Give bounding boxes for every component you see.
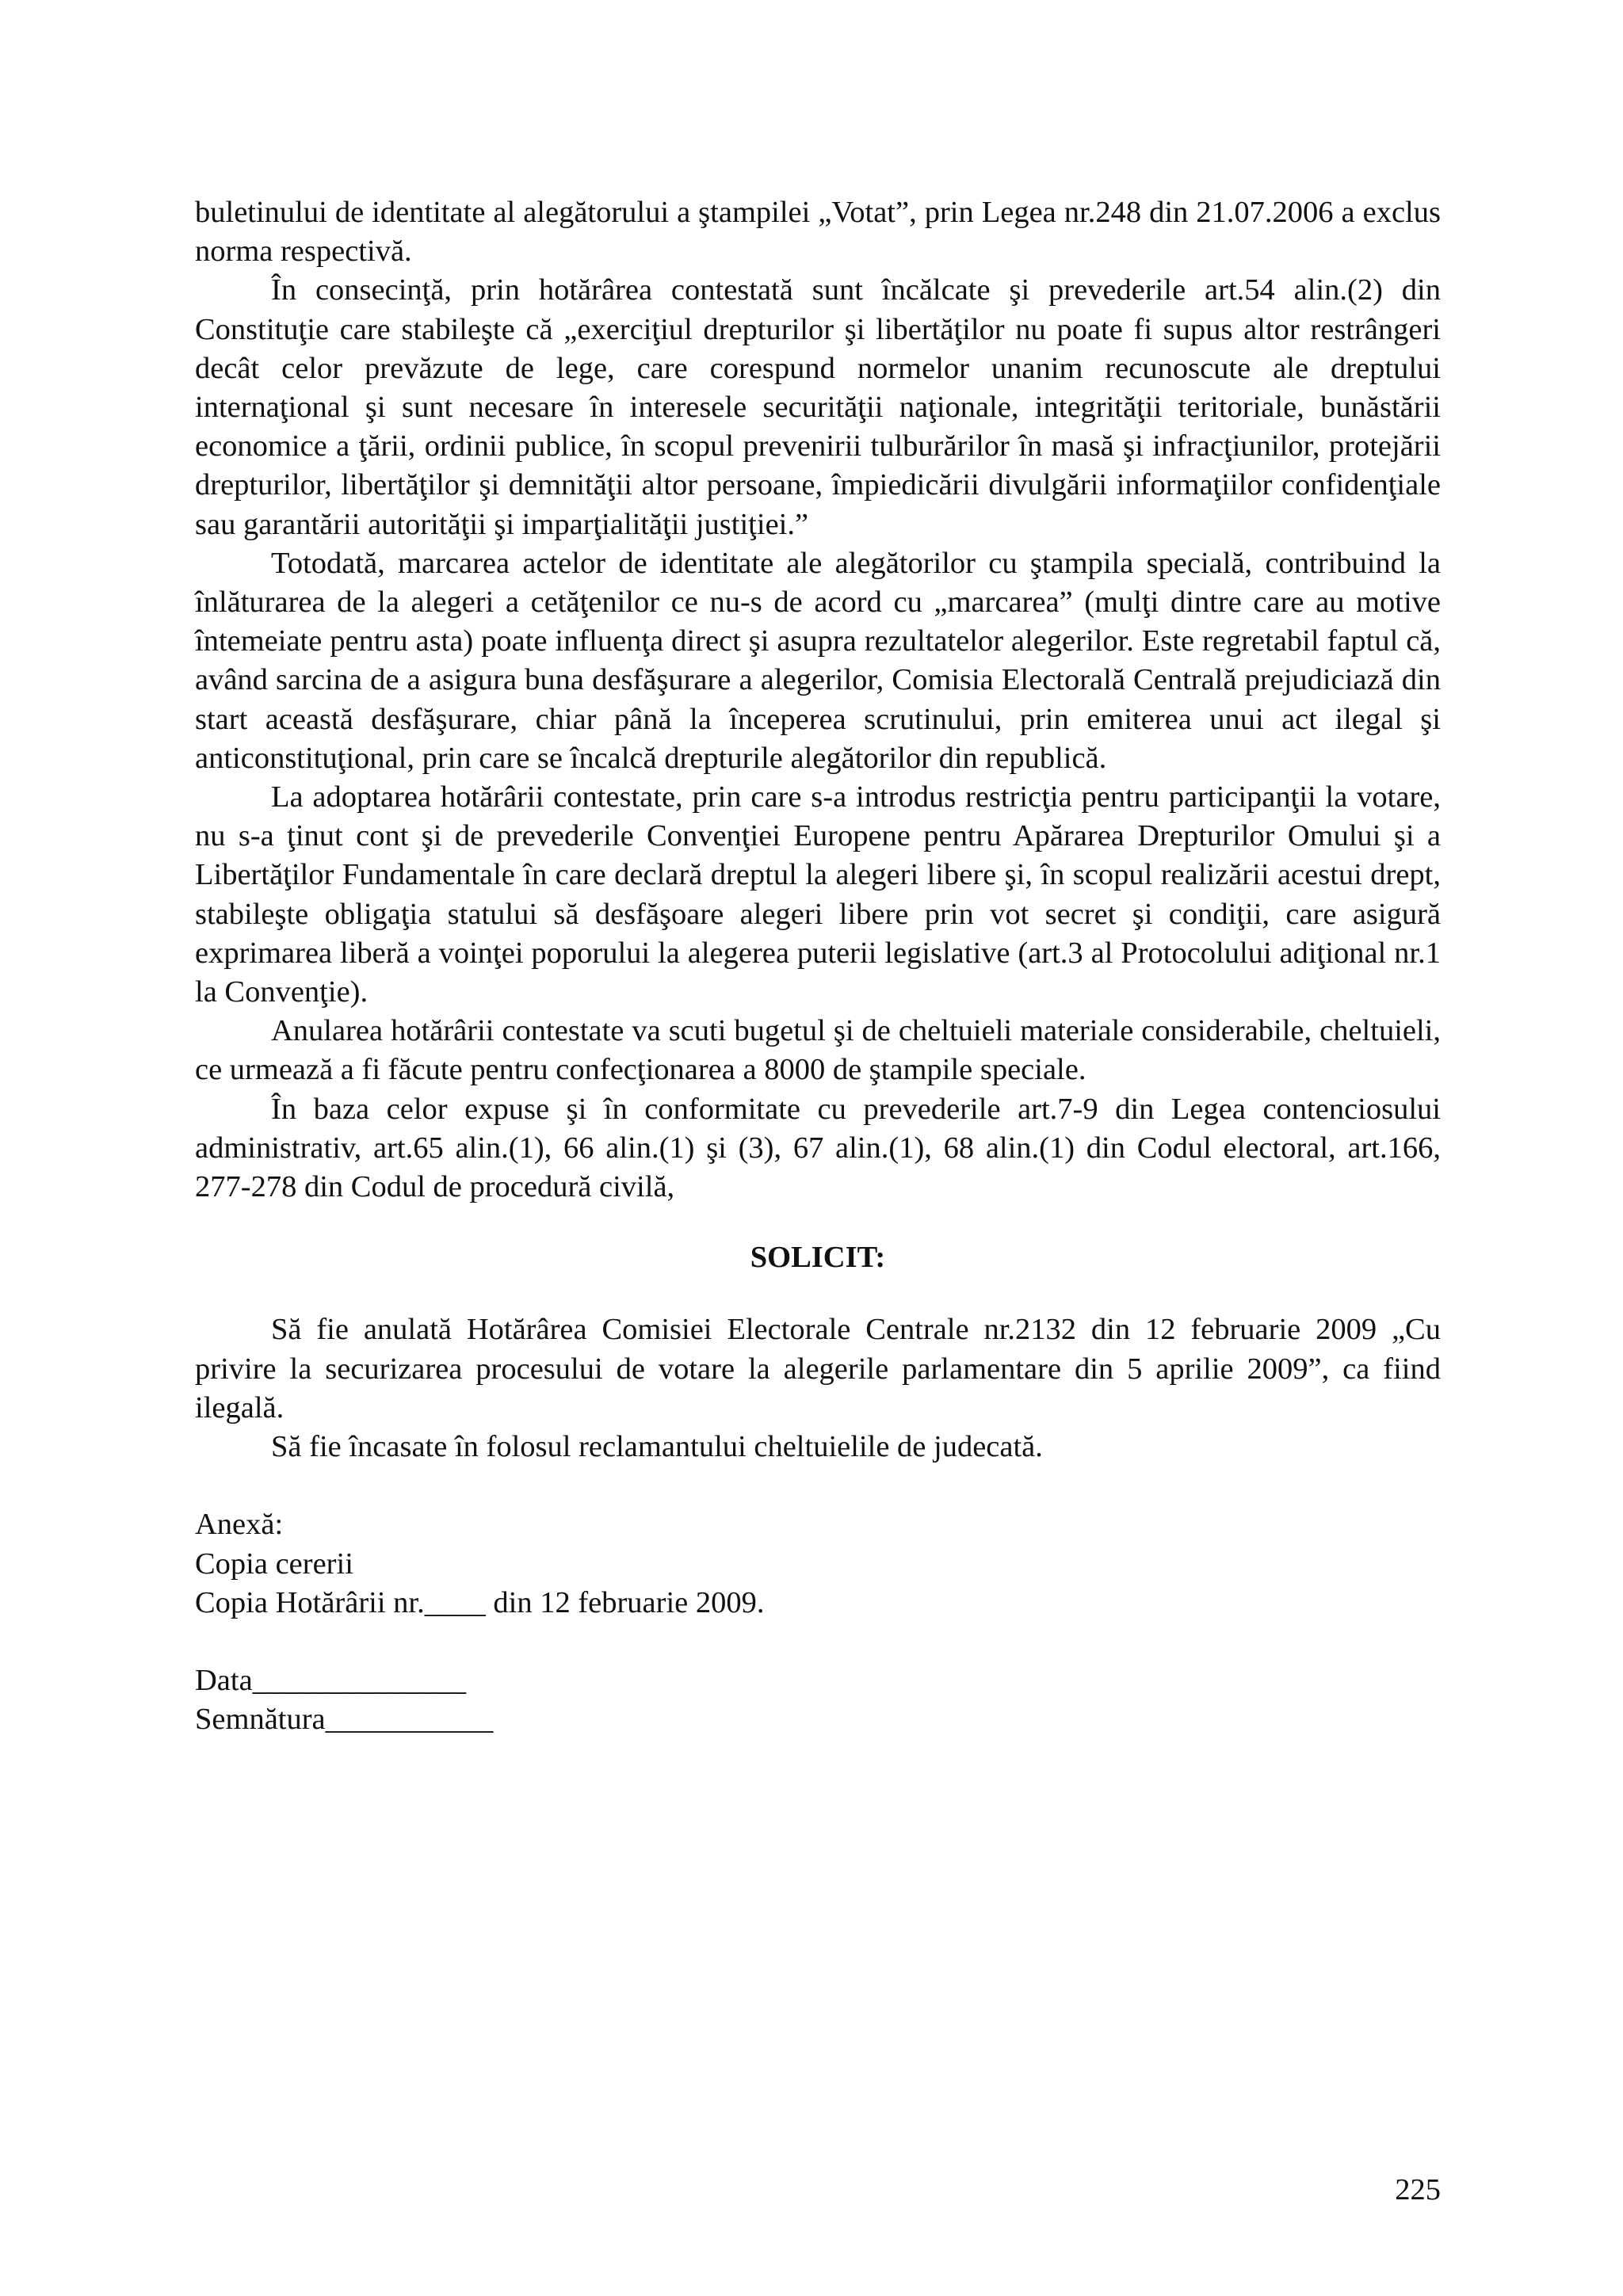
paragraph-5: Anularea hotărârii contestate va scuti bugetul şi de cheltuieli materiale considerabile, cheltuieli, ce urmează a fi făcute pentru confecţionarea a 8000 de ştampile speciale.: [195, 1014, 1441, 1087]
paragraph-6: În baza celor expuse şi în conformitate cu prevederile art.7-9 din Legea contenciosului administrativ, art.65 alin.(1), 66 alin.(1) şi (3), 67 alin.(1), 68 alin.(1) din Codul electoral, art.166, 277-278 din Codul de procedură civilă,: [195, 1092, 1441, 1204]
spacer: [195, 1623, 1441, 1661]
section-heading: SOLICIT:: [750, 1241, 886, 1275]
date-line: Data______________: [195, 1663, 467, 1697]
signature-line: Semnătura___________: [195, 1703, 494, 1737]
paragraph-2: În consecinţă, prin hotărârea contestată sunt încălcate şi prevederile art.54 alin.(2) din Constituţie care stabileşte că „exerciţiul drepturilor şi libertăţilor nu poate fi supus altor restrângeri decât celor prevăzute de lege, care corespund normelor unanim recunoscute ale dreptului internaţional şi sunt necesare în interesele securităţii naţionale, integrităţii teritoriale, bunăstării economice a ţării, ordinii publice, în scopul prevenirii tulburărilor în masă şi infracţiunilor, protejării drepturilor, libertăţilor şi demnităţii altor persoane, împiedicării divulgării informaţiilor confidenţiale sau garantării autorităţii şi imparţialităţii justiţiei.”: [195, 273, 1441, 541]
paragraph-3: Totodată, marcarea actelor de identitate ale alegătorilor cu ştampila specială, contribuind la înlăturarea de la alegeri a cetăţenilor ce nu-s de acord cu „marcarea” (mulţi dintre care au motive întemeiate pentru asta) poate influenţa direct şi asupra rezultatelor alegerilor. Este regretabil faptul că, având sarcina de a asigura buna desfăşurare a alegerilor, Comisia Electorală Centrală prejudiciază din start această desfăşurare, chiar până la începerea scrutinului, prin emiterea unui act ilegal şi anticonstituţional, prin care se încalcă drepturile alegătorilor din republică.: [195, 546, 1441, 775]
paragraph-4: La adoptarea hotărârii contestate, prin care s-a introdus restricţia pentru participanţii la votare, nu s-a ţinut cont şi de prevederile Convenţiei Europene pentru Apărarea Drepturilor Omului şi a Libertăţilor Fundamentale în care declară dreptul la alegeri libere şi, în scopul realizării acestui drept, stabileşte obligaţia statului să desfăşoare alegeri libere prin vot secret şi condiţii, care asigură exprimarea liberă a voinţei poporului la alegerea puterii legislative (art.3 al Protocolului adiţional nr.1 la Convenţie).: [195, 780, 1441, 1009]
spacer: [195, 1466, 1441, 1505]
document-body: [195, 193, 1441, 1739]
page-number: 225: [1395, 2173, 1441, 2206]
paragraph-1: buletinului de identitate al alegătorului a ştampilei „Votat”, prin Legea nr.248 din 21.07.2006 a exclus norma respectivă.: [195, 196, 1441, 269]
request-2: Să fie încasate în folosul reclamantului cheltuielile de judecată.: [271, 1430, 1043, 1464]
request-1: Să fie anulată Hotărârea Comisiei Electorale Centrale nr.2132 din 12 februarie 2009 „Cu privire la securizarea procesului de votare la alegerile parlamentare din 5 aprilie 2009”, ca fiind ilegală.: [195, 1313, 1441, 1425]
annex-label: Anexă:: [195, 1508, 284, 1542]
annex-item-1: Copia cererii: [195, 1547, 353, 1581]
annex-item-2: Copia Hotărârii nr.____ din 12 februarie 2009.: [195, 1585, 765, 1619]
